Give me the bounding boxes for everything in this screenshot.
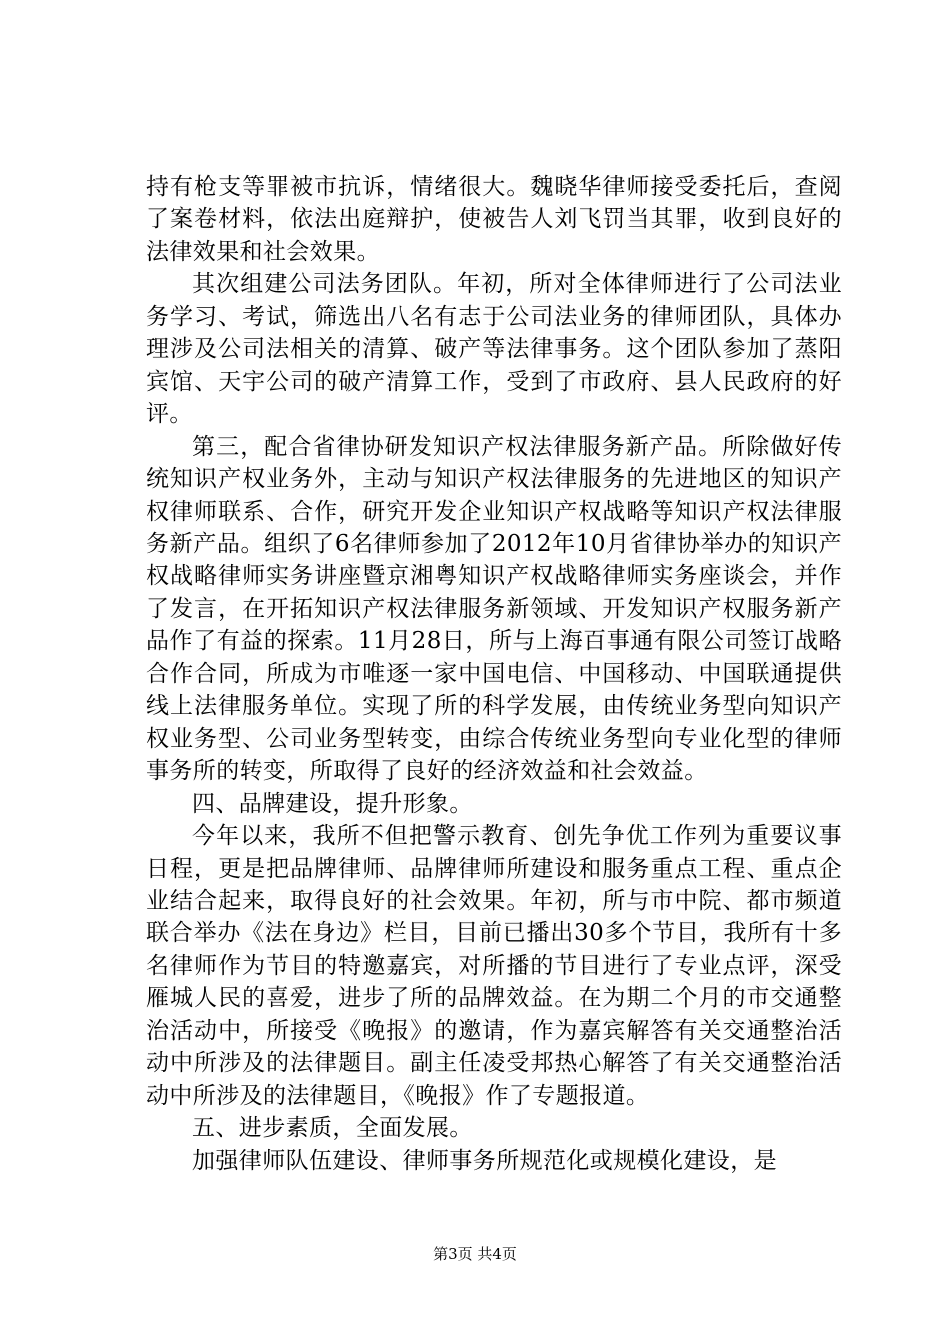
paragraph-3: 第三，配合省律协研发知识产权法律服务新产品。所除做好传统知识产权业务外，主动与知识产权法律服务的先进地区的知识产权律师联系、合作，研究开发企业知识产权战略等知识产权法律服务新产品。组织了6名律师参加了2012年10月省律协举办的知识产权战略律师实务讲座暨京湘粤知识产权战略律师实务座谈会，并作了发言，在开拓知识产权法律服务新领域、开发知识产权服务新产品作了有益的探索。11月28日，所与上海百事通有限公司签订战略合作合同，所成为市唯逐一家中国电信、中国移动、中国联通提供线上法律服务单位。实现了所的科学发展，由传统业务型向知识产权业务型、公司业务型转变，由综合传统业务型向专业化型的律师事务所的转变，所取得了良好的经济效益和社会效益。	[146, 433, 842, 785]
paragraph-2: 其次组建公司法务团队。年初，所对全体律师进行了公司法业务学习、考试，筛选出八名有志于公司法业务的律师团队，具体办理涉及公司法相关的清算、破产等法律事务。这个团队参加了蒸阳宾馆、天宇公司的破产清算工作，受到了市政府、县人民政府的好评。	[146, 271, 842, 428]
paragraph-1: 持有枪支等罪被市抗诉，情绪很大。魏晓华律师接受委托后，查阅了案卷材料，依法出庭辩护，使被告人刘飞罚当其罪，收到良好的法律效果和社会效果。	[146, 174, 842, 265]
paragraph-7: 加强律师队伍建设、律师事务所规范化或规模化建设，是	[192, 1147, 777, 1174]
section-heading-4: 四、品牌建设，提升形象。	[192, 790, 473, 817]
paragraph-5: 今年以来，我所不但把警示教育、创先争优工作列为重要议事日程，更是把品牌律师、品牌律师所建设和服务重点工程、重点企业结合起来，取得良好的社会效果。年初，所与市中院、都市频道联合举办《法在身边》栏目，目前已播出30多个节目，我所有十多名律师作为节目的特邀嘉宾，对所播的节目进行了专业点评，深受雁城人民的喜爱，进步了所的品牌效益。在为期二个月的市交通整治活动中，所接受《晚报》的邀请，作为嘉宾解答有关交通整治活动中所涉及的法律题目。副主任凌受邦热心解答了有关交通整治活动中所涉及的法律题目，《晚报》作了专题报道。	[146, 823, 842, 1109]
document-body	[146, 171, 842, 1177]
page-number-footer: 第3页 共4页	[433, 1245, 517, 1263]
section-heading-5: 五、进步素质，全面发展。	[192, 1115, 473, 1142]
